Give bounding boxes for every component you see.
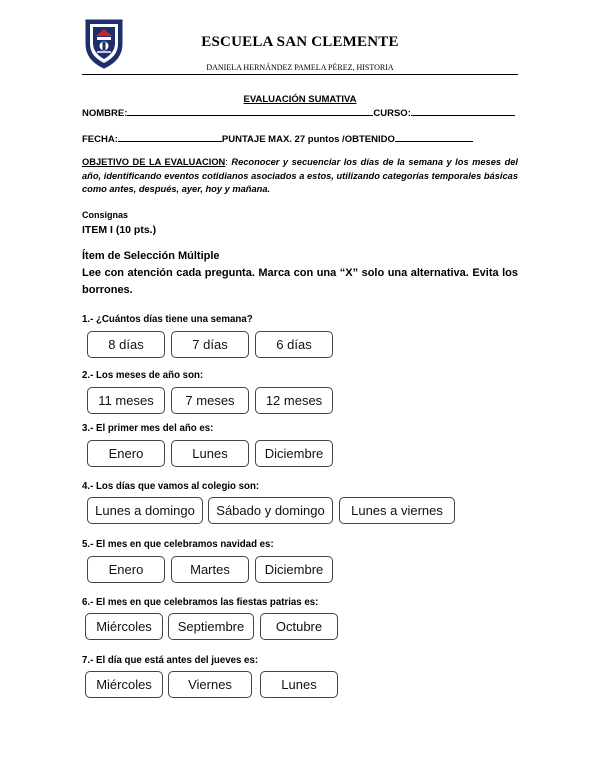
q2-option-2[interactable]: 7 meses [171,387,249,414]
q3-option-3[interactable]: Diciembre [255,440,333,467]
header-divider [82,74,518,75]
q4-option-1[interactable]: Lunes a domingo [87,497,203,524]
q5-option-1[interactable]: Enero [87,556,165,583]
instructions: Lee con atención cada pregunta. Marca con una “X” solo una alternativa. Evita los borrones. [82,267,518,296]
q7-option-3[interactable]: Lunes [260,671,338,698]
question-2: 2.- Los meses de año son: [82,370,204,381]
q7-option-1[interactable]: Miércoles [85,671,163,698]
date-score-row [82,132,473,145]
name-label: NOMBRE: [82,108,128,119]
school-name: ESCUELA SAN CLEMENTE [201,34,399,50]
q2-option-1[interactable]: 11 meses [87,387,165,414]
q6-option-2[interactable]: Septiembre [168,613,254,640]
q1-option-3[interactable]: 6 días [255,331,333,358]
school-crest-icon [84,18,124,70]
consignas-label: Consignas [82,210,129,220]
name-field[interactable] [127,106,373,116]
date-field[interactable] [118,132,222,142]
q5-option-3[interactable]: Diciembre [255,556,333,583]
question-4: 4.- Los días que vamos al colegio son: [82,481,260,492]
q6-option-3[interactable]: Octubre [260,613,338,640]
teachers-subject: DANIELA HERNÁNDEZ PAMELA PÉREZ, HISTORIA [206,63,394,72]
q1-option-2[interactable]: 7 días [171,331,249,358]
q1-option-1[interactable]: 8 días [87,331,165,358]
q5-option-2[interactable]: Martes [171,556,249,583]
question-5: 5.- El mes en que celebramos navidad es: [82,539,274,550]
objective-label: OBJETIVO DE LA EVALUACION [82,157,226,167]
q3-option-1[interactable]: Enero [87,440,165,467]
score-field[interactable] [395,132,473,142]
q3-option-2[interactable]: Lunes [171,440,249,467]
question-6: 6.- El mes en que celebramos las fiestas patrias es: [82,597,319,608]
q7-option-2[interactable]: Viernes [168,671,252,698]
course-label: CURSO: [373,108,411,119]
item-heading: ITEM I (10 pts.) [82,224,157,236]
score-label: PUNTAJE MAX. 27 puntos /OBTENIDO [221,134,395,145]
objective-text: Reconocer y secuenciar los días de la semana y los meses del año, identificando eventos cotidianos asociados a estos, utilizando categorías temporales básicas como antes, después, ayer, hoy y mañana. [82,157,519,194]
question-3: 3.- El primer mes del año es: [82,423,214,434]
q4-option-2[interactable]: Sábado y domingo [208,497,333,524]
q6-option-1[interactable]: Miércoles [85,613,163,640]
objective-paragraph: OBJETIVO DE LA EVALUACION: Reconocer y secuenciar los días de la semana y los meses del año, identificando eventos cotidianos asociados a estos, utilizando categorías temporales básicas como antes, después, ayer, hoy y mañana. [82,157,519,194]
section-title: Ítem de Selección Múltiple [82,250,220,262]
q4-option-3[interactable]: Lunes a viernes [339,497,455,524]
evaluation-title: EVALUACIÓN SUMATIVA [243,94,357,105]
question-1: 1.- ¿Cuántos días tiene una semana? [82,314,253,325]
name-course-row [82,106,515,119]
date-label: FECHA: [82,134,118,145]
q2-option-3[interactable]: 12 meses [255,387,333,414]
course-field[interactable] [411,106,515,116]
question-7: 7.- El día que está antes del jueves es: [82,655,259,666]
